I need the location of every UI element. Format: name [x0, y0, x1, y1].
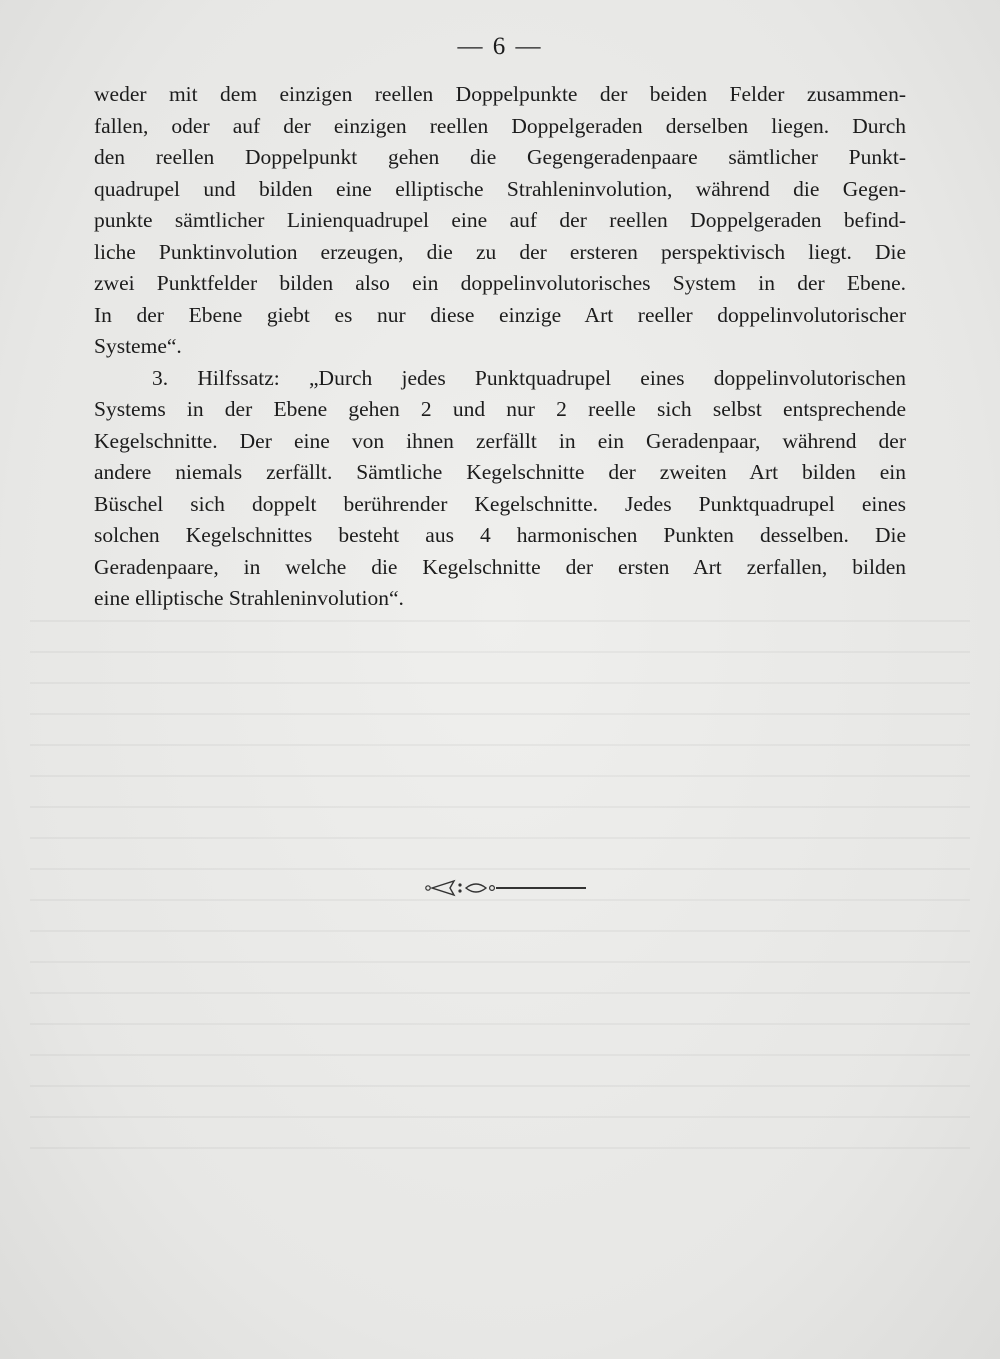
- text-line: den reellen Doppelpunkt gehen die Gegengeradenpaare sämtlicher Punkt-: [94, 145, 906, 169]
- text-line: Geradenpaare, in welche die Kegelschnitte der ersten Art zerfallen, bilden: [94, 554, 906, 579]
- text-line: quadrupel und bilden eine elliptische Strahleninvolution, während die Gegen-: [94, 176, 906, 201]
- paragraph-hilfssatz-3: [94, 363, 906, 615]
- text-line: fallen, oder auf der einzigen reellen Doppelgeraden derselben liegen. Durch: [94, 113, 906, 138]
- text-line: 3. Hilfssatz: „Durch jedes Punktquadrupel eines doppelinvolutorischen: [152, 365, 906, 390]
- text-line: liche Punktinvolution erzeugen, die zu der ersteren perspektivisch liegt. Die: [94, 239, 906, 264]
- page-number: — 6 —: [457, 33, 543, 60]
- text-line: zwei Punktfelder bilden also ein doppelinvolutorisches System in der Ebene.: [94, 271, 906, 295]
- text-line: eine elliptische Strahleninvolution“.: [94, 586, 404, 610]
- body-text: [94, 79, 906, 615]
- paragraph-continuation: [94, 79, 906, 363]
- text-line: In der Ebene giebt es nur diese einzige Art reeller doppelinvolutorischer: [94, 302, 906, 327]
- text-line: andere niemals zerfällt. Sämtliche Kegelschnitte der zweiten Art bilden ein: [94, 460, 906, 484]
- text-line: weder mit dem einzigen reellen Doppelpunkte der beiden Felder zusammen-: [94, 82, 906, 106]
- text-line: Kegelschnitte. Der eine von ihnen zerfällt in ein Geradenpaar, während der: [94, 428, 906, 453]
- text-line: Systeme“.: [94, 334, 182, 358]
- section-end-ornament-icon: [420, 876, 590, 900]
- text-line: punkte sämtlicher Linienquadrupel eine auf der reellen Doppelgeraden befind-: [94, 208, 906, 232]
- text-line: solchen Kegelschnittes besteht aus 4 harmonischen Punkten desselben. Die: [94, 523, 906, 547]
- text-line: Systems in der Ebene gehen 2 und nur 2 reelle sich selbst entsprechende: [94, 397, 906, 421]
- text-line: Büschel sich doppelt berührender Kegelschnitte. Jedes Punktquadrupel eines: [94, 491, 906, 516]
